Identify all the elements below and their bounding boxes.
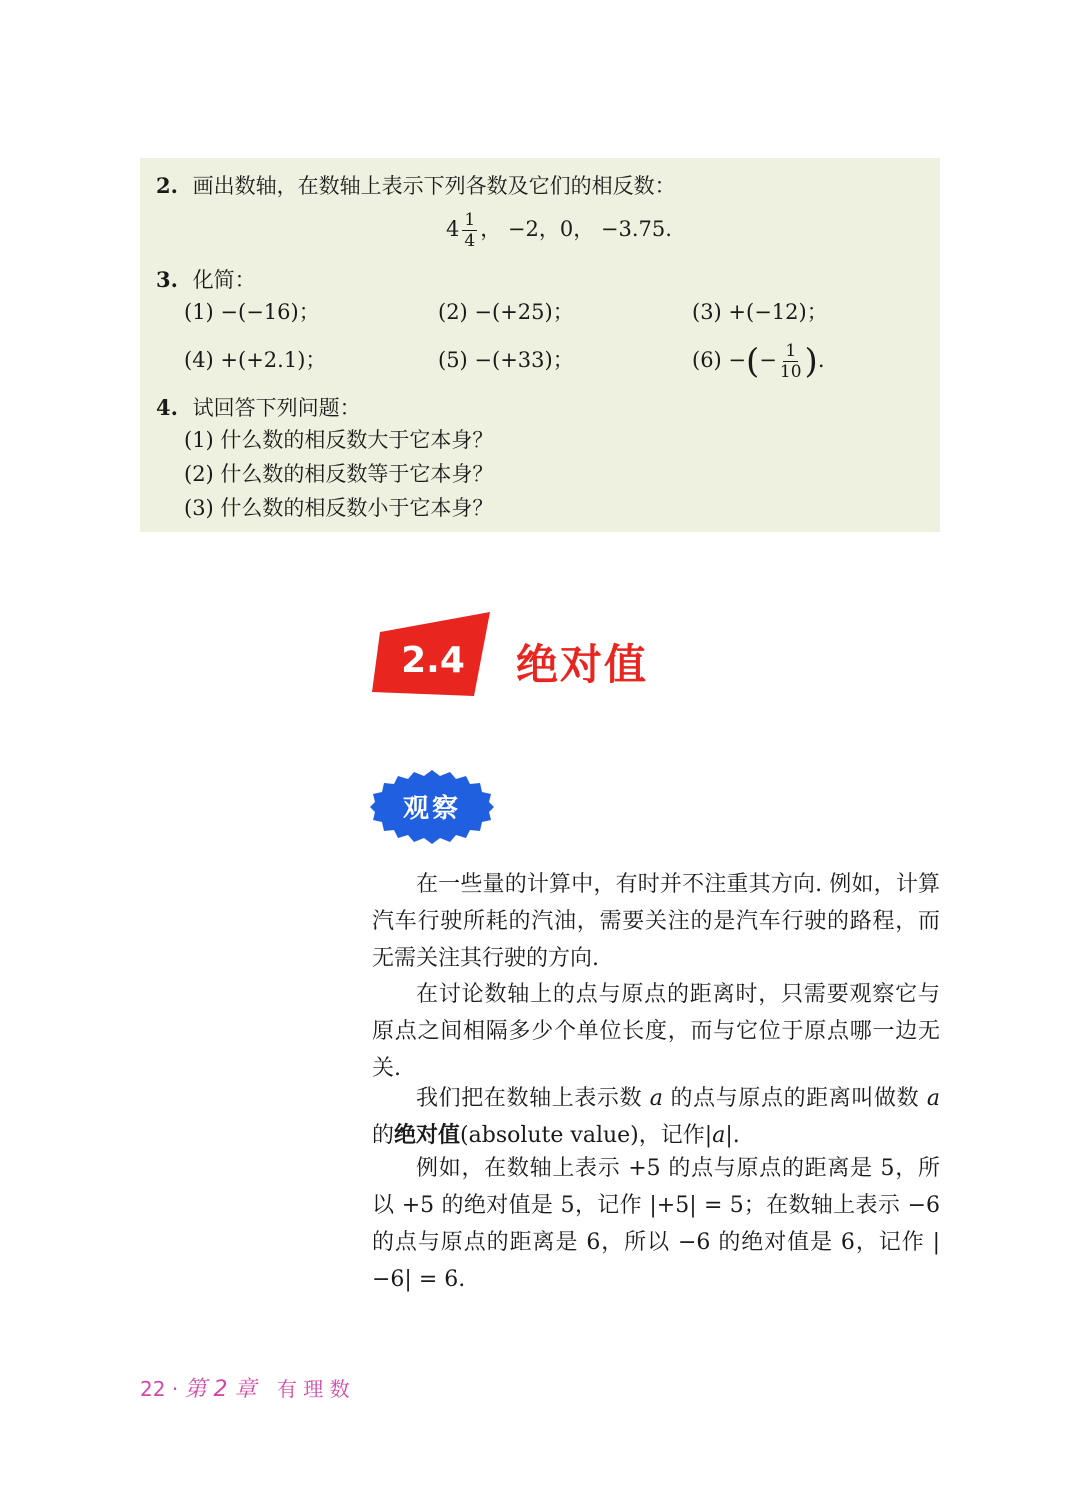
values-rest: ， −2，0， −3.75.	[480, 217, 672, 241]
fraction-denominator: 4	[464, 231, 476, 251]
mixed-number-whole: 4	[446, 217, 460, 241]
variable: a	[712, 1123, 726, 1148]
exercise-3-item-2: (2) −(+25)；	[438, 300, 574, 324]
text-run: 的	[372, 1123, 395, 1148]
fraction	[462, 210, 477, 251]
exercise-number: 4.	[156, 395, 178, 420]
exercise-2-values	[446, 206, 672, 252]
fraction-denominator: 10	[779, 362, 802, 382]
observe-badge-label: 观察	[402, 794, 461, 824]
footer-separator: ·	[171, 1377, 179, 1401]
section-number: 2.4	[401, 640, 465, 681]
exercise-text: 画出数轴，在数轴上表示下列各数及它们的相反数：	[192, 174, 676, 198]
exercise-number: 2.	[156, 173, 178, 198]
exercise-4-item-1: (1) 什么数的相反数大于它本身？	[184, 428, 494, 452]
exercise-3-item-3: (3) +(−12)；	[692, 300, 828, 324]
text-run: |.	[725, 1123, 740, 1148]
key-term: 绝对值	[394, 1122, 461, 1148]
exercise-number: 3.	[156, 267, 178, 292]
fraction-numerator: 1	[464, 210, 476, 230]
exercise-3-item-1: (1) −(−16)；	[184, 300, 320, 324]
exercise-text: 试回答下列问题：	[192, 396, 361, 420]
exercise-text: 化简：	[192, 268, 256, 292]
exercise-4-item-3: (3) 什么数的相反数小于它本身？	[184, 496, 494, 520]
variable: a	[926, 1086, 940, 1111]
page-number: 22	[140, 1377, 166, 1401]
text-run: 我们把在数轴上表示数	[416, 1086, 650, 1111]
exercise-3-item-5: (5) −(+33)；	[438, 348, 574, 372]
right-paren: )	[804, 341, 818, 382]
section-title: 绝对值	[516, 640, 649, 689]
item-suffix: .	[817, 348, 825, 372]
fraction	[780, 341, 802, 382]
chapter-title: 有 理 数	[276, 1377, 350, 1401]
paragraph-4: 例如，在数轴上表示 +5 的点与原点的距离是 5，所以 +5 的绝对值是 5，记作 |+5| = 5；在数轴上表示 −6 的点与原点的距离是 6，所以 −6 的绝对值是 6，记作 |−6| = 6.	[372, 1156, 940, 1292]
text-run: (absolute value)，记作|	[460, 1123, 713, 1148]
exercise-4-item-2: (2) 什么数的相反数等于它本身？	[184, 462, 494, 486]
text-run: 的点与原点的距离叫做数	[662, 1086, 927, 1111]
exercise-3	[156, 266, 256, 294]
item-prefix: (6) −	[692, 348, 747, 372]
exercise-3-item-6	[692, 336, 825, 384]
chapter-label: 第 2 章	[184, 1377, 257, 1402]
exercise-4	[156, 394, 361, 422]
page-footer	[140, 1372, 350, 1403]
exercise-3-item-4: (4) +(+2.1)；	[184, 348, 327, 372]
left-paren: (	[746, 341, 760, 382]
paragraph-3	[372, 1080, 940, 1154]
paragraph-2: 在讨论数轴上的点与原点的距离时，只需要观察它与原点之间相隔多少个单位长度，而与它位于原点哪一边无关.	[372, 982, 940, 1081]
fraction-numerator: 1	[785, 341, 797, 361]
exercise-2	[156, 172, 676, 200]
paragraph-1: 在一些量的计算中，有时并不注重其方向. 例如，计算汽车行驶所耗的汽油，需要关注的是汽车行驶的路程，而无需关注其行驶的方向.	[372, 872, 940, 971]
item-sign: −	[759, 348, 777, 372]
variable: a	[649, 1086, 663, 1111]
